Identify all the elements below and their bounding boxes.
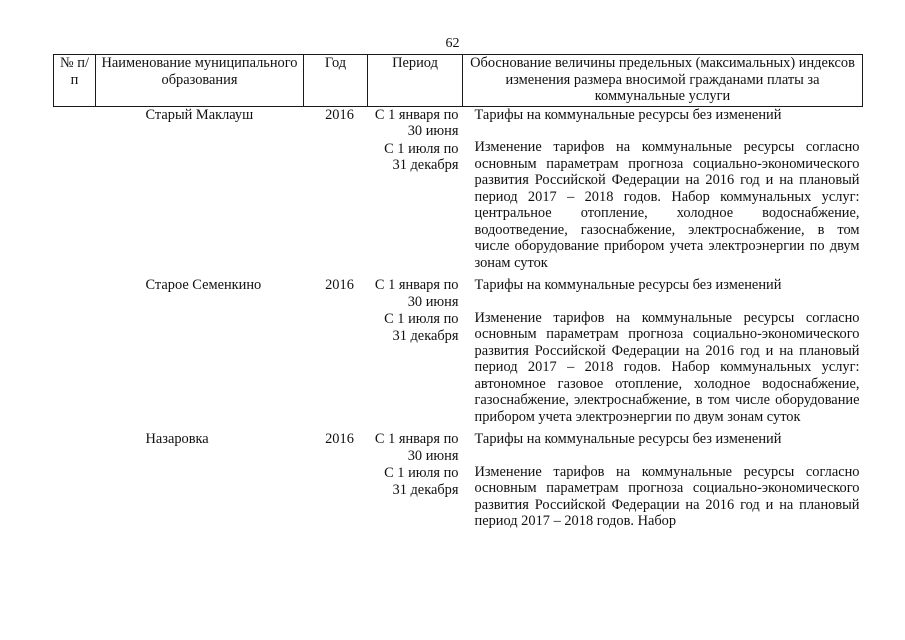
municipality-name: Старый Маклауш (145, 106, 254, 123)
basis-no-change: Тарифы на коммунальные ресурсы без изменений (474, 277, 782, 293)
table-row (54, 106, 863, 277)
basis-cell (463, 106, 863, 277)
num-cell (54, 431, 96, 536)
header-num: № п/п (54, 55, 96, 107)
municipality-name: Назаровка (145, 431, 209, 447)
table-row (54, 431, 863, 536)
period-cell (368, 431, 463, 536)
period-first-half: С 1 января по 30 июня (374, 431, 459, 464)
period-second-half: С 1 июля по 31 декабря (384, 140, 459, 173)
basis-change: Изменение тарифов на коммунальные ресурсы согласно основным параметрам прогноза социально-экономического развития Российской Федерации на 2016 год и на плановый период 2017 – 2018 годов. Набор коммунальных услуг: автономное газовое отопление, холодное водоснабжение, газоснабжение, электроснабжение, в том числе оборудование прибором учета электроэнергии по двум зонам суток (474, 309, 860, 425)
table-row (54, 277, 863, 431)
header-year: Год (304, 55, 368, 107)
page-number: 62 (445, 36, 460, 51)
period-cell (368, 106, 463, 277)
basis-change: Изменение тарифов на коммунальные ресурсы согласно основным параметрам прогноза социально-экономического развития Российской Федерации на 2016 год и на плановый период 2017 – 2018 годов. Набор (474, 463, 860, 529)
municipality-name: Старое Семенкино (145, 277, 262, 293)
period-first-half: С 1 января по 30 июня (374, 106, 459, 139)
basis-change: Изменение тарифов на коммунальные ресурсы согласно основным параметрам прогноза социально-экономического развития Российской Федерации на 2016 год и на плановый период 2017 – 2018 годов. Набор коммунальных услуг: центральное отопление, холодное водоснабжение, водоотведение, газоснабжение, электроснабжение, в том числе оборудование прибором учета электроэнергии по двум зонам суток (474, 139, 860, 271)
year-cell: 2016 (325, 277, 354, 293)
period-second-half: С 1 июля по 31 декабря (384, 311, 459, 344)
num-cell (54, 277, 96, 431)
period-first-half: С 1 января по 30 июня (374, 277, 459, 310)
header-basis: Обоснование величины предельных (максимальных) индексов изменения размера вносимой гражданами платы за коммунальные услуги (463, 55, 863, 107)
year-cell: 2016 (325, 431, 354, 447)
tariff-table (53, 54, 863, 536)
year-cell: 2016 (325, 106, 354, 123)
header-period: Период (368, 55, 463, 107)
header-name: Наименование муниципального образования (96, 55, 304, 107)
basis-no-change: Тарифы на коммунальные ресурсы без изменений (474, 431, 782, 447)
num-cell (54, 106, 96, 277)
period-cell (368, 277, 463, 431)
table-body (54, 106, 863, 536)
basis-cell (463, 277, 863, 431)
basis-no-change: Тарифы на коммунальные ресурсы без изменений (474, 106, 782, 123)
table-header (54, 55, 863, 107)
period-second-half: С 1 июля по 31 декабря (384, 465, 459, 498)
basis-cell (463, 431, 863, 536)
